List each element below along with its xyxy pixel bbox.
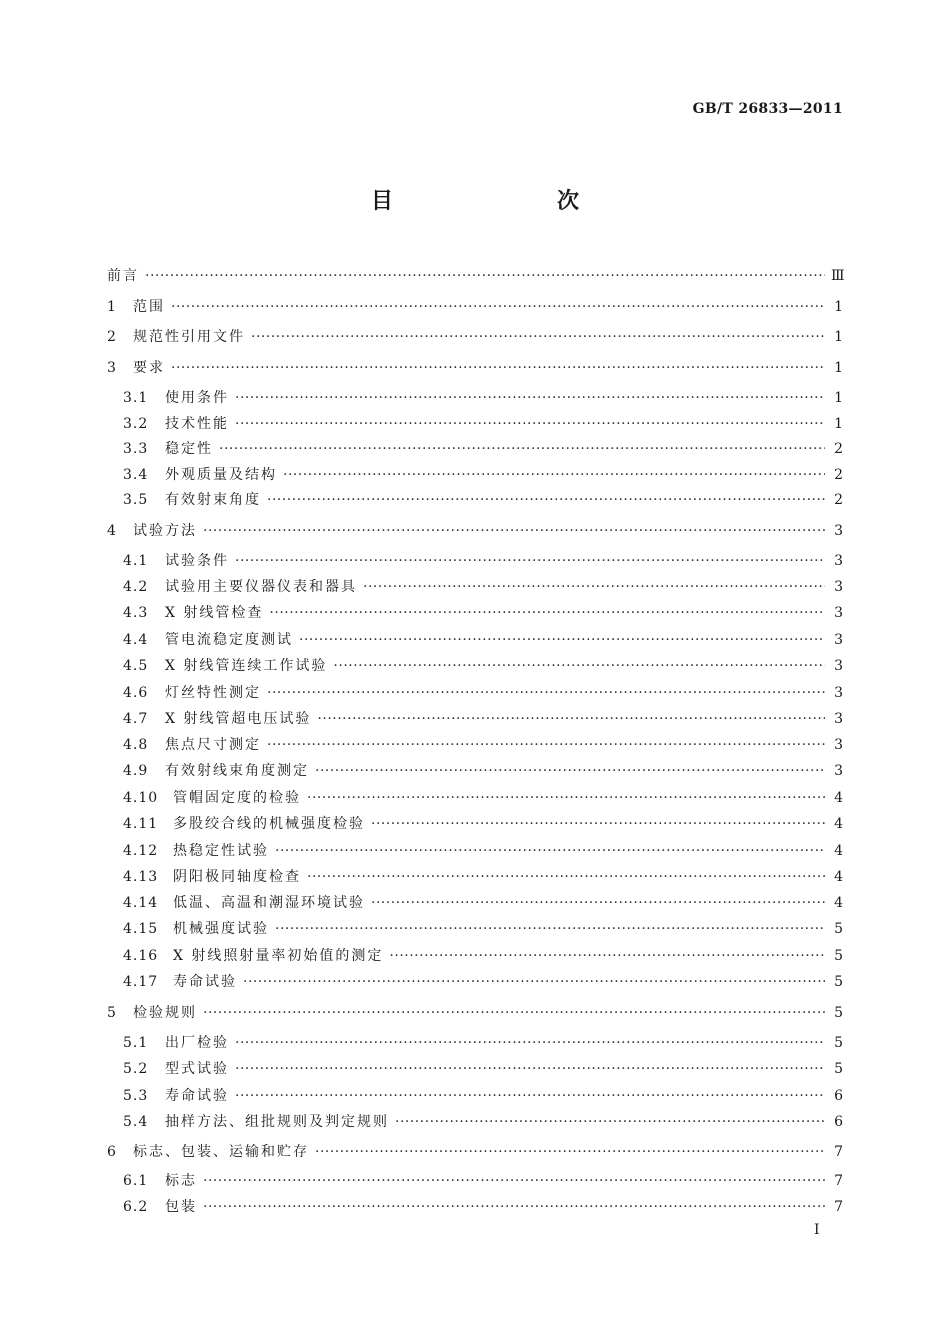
toc-entry-number: 4.9 (123, 763, 149, 779)
toc-entry[interactable] (107, 1171, 843, 1191)
toc-leader-dots (235, 1086, 825, 1106)
toc-entry[interactable] (107, 630, 843, 650)
toc-entry-page: 5 (834, 948, 843, 964)
toc-leader-dots (371, 893, 825, 913)
toc-entry-number: 3 (107, 360, 117, 376)
page-number: I (814, 1222, 820, 1238)
toc-entry-page: Ⅲ (831, 268, 845, 284)
toc-entry-label: 范围 (133, 299, 165, 315)
toc-entry-label: 型式试验 (165, 1061, 229, 1077)
toc-leader-dots (243, 972, 825, 992)
toc-entry-label: 寿命试验 (173, 974, 237, 990)
toc-entry-page: 5 (834, 974, 843, 990)
toc-entry[interactable] (107, 465, 843, 485)
toc-leader-dots (171, 297, 825, 317)
toc-entry-number: 3.4 (123, 467, 149, 483)
toc-entry-page: 4 (834, 895, 843, 911)
toc-leader-dots (389, 946, 825, 966)
toc-leader-dots (307, 788, 825, 808)
toc-entry-label: 标志、包装、运输和贮存 (133, 1144, 309, 1160)
toc-entry[interactable] (107, 1003, 843, 1023)
toc-entry-number: 4.6 (123, 685, 149, 701)
toc-entry-label: 管帽固定度的检验 (173, 790, 301, 806)
toc-entry-page: 3 (834, 579, 843, 595)
toc-entry-page: 7 (834, 1199, 843, 1215)
toc-entry-page: 3 (834, 737, 843, 753)
toc-entry[interactable] (107, 683, 843, 703)
toc-entry-page: 1 (834, 416, 843, 432)
toc-entry-page: 6 (834, 1088, 843, 1104)
toc-entry-number: 4.17 (123, 974, 159, 990)
toc-entry-page: 1 (834, 390, 843, 406)
toc-entry-number: 4.15 (123, 921, 159, 937)
toc-entry-page: 2 (834, 441, 843, 457)
toc-entry-label: 试验条件 (165, 553, 229, 569)
toc-entry-number: 3.1 (123, 390, 149, 406)
toc-entry-number: 4.10 (123, 790, 159, 806)
toc-entry[interactable] (107, 1086, 843, 1106)
toc-entry[interactable] (107, 709, 843, 729)
toc-entry-label: 有效射束角度 (165, 492, 261, 508)
toc-entry-number: 2 (107, 329, 117, 345)
toc-entry-page: 7 (834, 1144, 843, 1160)
toc-leader-dots (371, 814, 825, 834)
toc-entry-number: 3.3 (123, 441, 149, 457)
toc-entry-label: 规范性引用文件 (133, 329, 245, 345)
toc-entry-label: 焦点尺寸测定 (165, 737, 261, 753)
toc-entry[interactable] (107, 1059, 843, 1079)
toc-entry-label: 多股绞合线的机械强度检验 (173, 816, 365, 832)
toc-entry-label: 包装 (165, 1199, 197, 1215)
toc-entry-number: 4.11 (123, 816, 159, 832)
toc-entry-page: 4 (834, 816, 843, 832)
toc-entry-label: 热稳定性试验 (173, 843, 269, 859)
toc-leader-dots (203, 521, 825, 541)
toc-entry-label: 寿命试验 (165, 1088, 229, 1104)
toc-entry[interactable] (107, 761, 843, 781)
toc-entry-page: 5 (834, 1005, 843, 1021)
toc-leader-dots (363, 577, 825, 597)
toc-leader-dots (299, 630, 825, 650)
toc-leader-dots (283, 465, 825, 485)
toc-entry-label: 有效射线束角度测定 (165, 763, 309, 779)
toc-entry[interactable] (107, 1112, 843, 1132)
toc-entry[interactable] (107, 867, 843, 887)
toc-leader-dots (307, 867, 825, 887)
toc-entry-number: 4.2 (123, 579, 149, 595)
toc-entry-label: X 射线管超电压试验 (165, 711, 312, 727)
toc-entry-number: 6 (107, 1144, 117, 1160)
toc-entry[interactable] (107, 358, 843, 378)
toc-entry[interactable] (107, 603, 843, 623)
toc-entry-number: 1 (107, 299, 117, 315)
toc-leader-dots (315, 761, 825, 781)
toc-entry-page: 3 (834, 553, 843, 569)
toc-entry-label: 试验用主要仪器仪表和器具 (165, 579, 357, 595)
toc-entry-page: 7 (834, 1173, 843, 1189)
toc-entry-label: 管电流稳定度测试 (165, 632, 293, 648)
toc-entry-label: 出厂检验 (165, 1035, 229, 1051)
toc-entry-number: 4.7 (123, 711, 149, 727)
toc-entry[interactable] (107, 1197, 843, 1217)
toc-entry-label: 外观质量及结构 (165, 467, 277, 483)
toc-entry-page: 3 (834, 685, 843, 701)
toc-entry-number: 4.8 (123, 737, 149, 753)
toc-entry-number: 6.2 (123, 1199, 149, 1215)
toc-entry-page: 4 (834, 790, 843, 806)
toc-leader-dots (251, 327, 825, 347)
toc-entry-number: 4.14 (123, 895, 159, 911)
toc-leader-dots (235, 1033, 825, 1053)
toc-leader-dots (333, 656, 825, 676)
toc-entry-page: 3 (834, 523, 843, 539)
toc-entry-page: 5 (834, 921, 843, 937)
toc-entry-label: X 射线照射量率初始值的测定 (173, 948, 384, 964)
page-title: 目 次 (370, 188, 619, 214)
toc-entry-number: 5.1 (123, 1035, 149, 1051)
toc-leader-dots (203, 1003, 825, 1023)
toc-entry[interactable] (107, 414, 843, 434)
toc-entry[interactable] (107, 521, 843, 541)
toc-entry-page: 1 (834, 329, 843, 345)
toc-leader-dots (235, 1059, 825, 1079)
toc-leader-dots (269, 603, 825, 623)
toc-entry[interactable] (107, 788, 843, 808)
toc-entry-label: 阴阳极同轴度检查 (173, 869, 301, 885)
toc-entry-label: 使用条件 (165, 390, 229, 406)
toc-entry-label: 稳定性 (165, 441, 213, 457)
toc-entry[interactable] (107, 439, 843, 459)
toc-leader-dots (171, 358, 825, 378)
toc-entry[interactable] (107, 297, 843, 317)
toc-entry-label: 要求 (133, 360, 165, 376)
toc-entry-page: 6 (834, 1114, 843, 1130)
toc-entry-number: 5.2 (123, 1061, 149, 1077)
toc-entry-label: 前言 (107, 268, 139, 284)
toc-entry-page: 2 (834, 492, 843, 508)
toc-leader-dots (235, 551, 825, 571)
toc-entry[interactable] (107, 388, 843, 408)
toc-leader-dots (317, 709, 825, 729)
toc-entry-number: 6.1 (123, 1173, 149, 1189)
toc-leader-dots (219, 439, 825, 459)
toc-entry[interactable] (107, 656, 843, 676)
standard-code: GB/T 26833—2011 (692, 101, 843, 117)
toc-entry[interactable] (107, 1142, 843, 1162)
toc-entry-label: 低温、高温和潮湿环境试验 (173, 895, 365, 911)
toc-entry-label: 灯丝特性测定 (165, 685, 261, 701)
toc-entry[interactable] (107, 946, 843, 966)
toc-entry-page: 1 (834, 360, 843, 376)
toc-leader-dots (275, 841, 825, 861)
toc-entry[interactable] (107, 972, 843, 992)
toc-entry-page: 3 (834, 632, 843, 648)
toc-entry-page: 3 (834, 763, 843, 779)
toc-entry-label: 抽样方法、组批规则及判定规则 (165, 1114, 389, 1130)
toc-entry-number: 4.3 (123, 605, 149, 621)
toc-leader-dots (275, 919, 825, 939)
toc-entry[interactable] (107, 327, 843, 347)
toc-leader-dots (395, 1112, 825, 1132)
toc-entry-page: 1 (834, 299, 843, 315)
toc-entry-number: 4.1 (123, 553, 149, 569)
toc-entry-page: 4 (834, 869, 843, 885)
toc-entry[interactable] (107, 266, 843, 286)
toc-leader-dots (267, 735, 825, 755)
toc-entry[interactable] (107, 919, 843, 939)
toc-entry[interactable] (107, 841, 843, 861)
toc-entry-page: 2 (834, 467, 843, 483)
toc-entry-page: 4 (834, 843, 843, 859)
toc-leader-dots (267, 683, 825, 703)
toc-entry-number: 4.5 (123, 658, 149, 674)
toc-leader-dots (203, 1171, 825, 1191)
toc-entry[interactable] (107, 1033, 843, 1053)
toc-leader-dots (315, 1142, 825, 1162)
toc-entry-page: 3 (834, 658, 843, 674)
toc-entry-number: 3.2 (123, 416, 149, 432)
toc-entry-number: 4.12 (123, 843, 159, 859)
toc-leader-dots (235, 388, 825, 408)
toc-entry[interactable] (107, 893, 843, 913)
toc-entry[interactable] (107, 735, 843, 755)
toc-entry-number: 4.13 (123, 869, 159, 885)
toc-entry-number: 3.5 (123, 492, 149, 508)
toc-entry-number: 5.3 (123, 1088, 149, 1104)
toc-entry-page: 5 (834, 1035, 843, 1051)
toc-entry-label: 检验规则 (133, 1005, 197, 1021)
toc-entry[interactable] (107, 490, 843, 510)
toc-entry-label: 机械强度试验 (173, 921, 269, 937)
toc-leader-dots (145, 266, 825, 286)
toc-entry[interactable] (107, 814, 843, 834)
toc-leader-dots (203, 1197, 825, 1217)
toc-entry-label: 标志 (165, 1173, 197, 1189)
toc-entry[interactable] (107, 577, 843, 597)
toc-entry-page: 3 (834, 711, 843, 727)
toc-entry-page: 3 (834, 605, 843, 621)
toc-entry-number: 5.4 (123, 1114, 149, 1130)
toc-entry[interactable] (107, 551, 843, 571)
toc-leader-dots (235, 414, 825, 434)
toc-entry-number: 4 (107, 523, 117, 539)
toc-entry-page: 5 (834, 1061, 843, 1077)
toc-entry-label: X 射线管检查 (165, 605, 264, 621)
toc-entry-number: 4.16 (123, 948, 159, 964)
toc-entry-label: 技术性能 (165, 416, 229, 432)
toc-entry-number: 5 (107, 1005, 117, 1021)
toc-entry-number: 4.4 (123, 632, 149, 648)
toc-entry-label: X 射线管连续工作试验 (165, 658, 328, 674)
toc-entry-label: 试验方法 (133, 523, 197, 539)
toc-leader-dots (267, 490, 825, 510)
